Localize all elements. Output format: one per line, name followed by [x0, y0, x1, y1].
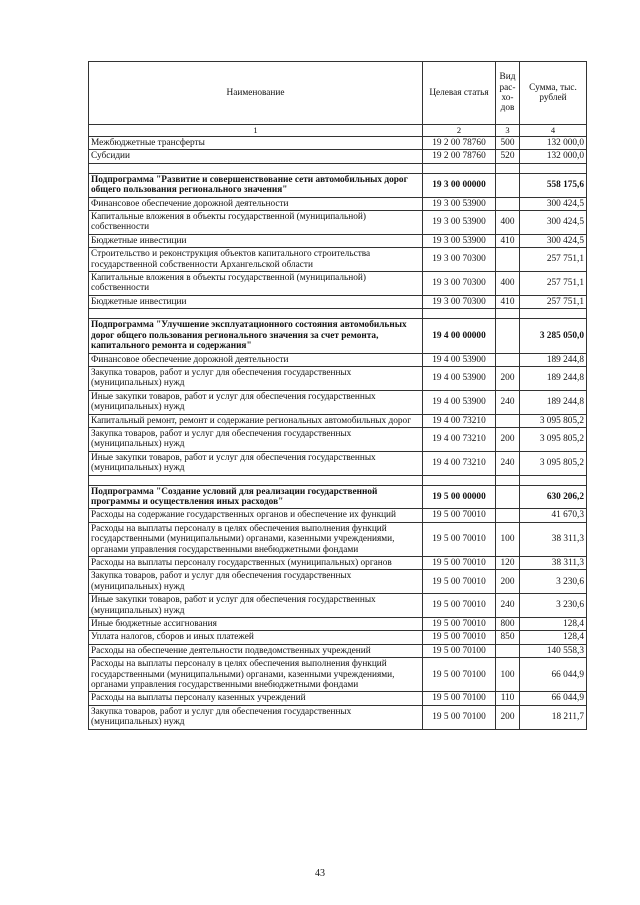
header-sum: Сумма, тыс. рублей: [520, 62, 587, 125]
subprogram-row: [89, 485, 587, 509]
cell-target-article: 19 5 00 70100: [423, 658, 496, 692]
spacer-cell: [89, 475, 423, 485]
table-row: [89, 631, 587, 644]
table-row: [89, 353, 587, 366]
cell-sum: 257 751,1: [520, 295, 587, 308]
spacer-cell: [89, 163, 423, 173]
cell-target-article: 19 5 00 70010: [423, 618, 496, 631]
cell-expense-type: [496, 644, 520, 657]
cell-target-article: 19 4 00 53900: [423, 390, 496, 414]
budget-table: [88, 61, 587, 730]
spacer-cell: [520, 163, 587, 173]
cell-name: Финансовое обеспечение дорожной деятельности: [89, 197, 423, 210]
cell-name: Подпрограмма "Улучшение эксплуатационного состояния автомобильных дорог общего пользования регионального значения за счет ремонта, капитального ремонта и содержания": [89, 319, 423, 353]
table-row: [89, 234, 587, 247]
cell-sum: 189 244,8: [520, 366, 587, 390]
cell-sum: 558 175,6: [520, 173, 587, 197]
spacer-cell: [496, 163, 520, 173]
cell-sum: 300 424,5: [520, 197, 587, 210]
cell-name: Расходы на выплаты персоналу в целях обеспечения выполнения функций государственными (муниципальными) органами, казенными учреждениями, органами управления государственными внебюджетными фондами: [89, 658, 423, 692]
header-name: Наименование: [89, 62, 423, 125]
cell-name: Бюджетные инвестиции: [89, 295, 423, 308]
table-row: [89, 137, 587, 150]
cell-name: Расходы на выплаты персоналу государственных (муниципальных) органов: [89, 557, 423, 570]
table-row: [89, 414, 587, 427]
cell-sum: 257 751,1: [520, 272, 587, 296]
cell-name: Расходы на выплаты персоналу казенных учреждений: [89, 692, 423, 705]
table-row: [89, 366, 587, 390]
table-row: [89, 557, 587, 570]
column-number: 3: [496, 125, 520, 137]
cell-name: Субсидии: [89, 150, 423, 163]
document-page: [88, 61, 586, 730]
cell-sum: 18 211,7: [520, 705, 587, 729]
table-row: [89, 427, 587, 451]
cell-target-article: 19 3 00 70300: [423, 272, 496, 296]
table-row: [89, 644, 587, 657]
cell-target-article: 19 4 00 53900: [423, 353, 496, 366]
cell-expense-type: 500: [496, 137, 520, 150]
cell-target-article: 19 5 00 70010: [423, 557, 496, 570]
cell-expense-type: [496, 173, 520, 197]
cell-sum: 3 095 805,2: [520, 414, 587, 427]
cell-target-article: 19 3 00 53900: [423, 211, 496, 235]
table-row: [89, 522, 587, 556]
spacer-cell: [423, 475, 496, 485]
spacer-cell: [423, 309, 496, 319]
cell-expense-type: [496, 485, 520, 509]
cell-name: Расходы на выплаты персоналу в целях обеспечения выполнения функций государственными (муниципальными) органами, казенными учреждениями, органами управления государственными внебюджетными фондами: [89, 522, 423, 556]
cell-name: Закупка товаров, работ и услуг для обеспечения государственных (муниципальных) нужд: [89, 705, 423, 729]
cell-target-article: 19 2 00 78760: [423, 137, 496, 150]
cell-name: Межбюджетные трансферты: [89, 137, 423, 150]
cell-sum: 257 751,1: [520, 248, 587, 272]
cell-target-article: 19 3 00 70300: [423, 248, 496, 272]
cell-name: Иные закупки товаров, работ и услуг для обеспечения государственных (муниципальных) нужд: [89, 451, 423, 475]
table-row: [89, 451, 587, 475]
cell-name: Расходы на содержание государственных органов и обеспечение их функций: [89, 509, 423, 522]
cell-target-article: 19 3 00 00000: [423, 173, 496, 197]
table-row: [89, 211, 587, 235]
cell-sum: 3 095 805,2: [520, 451, 587, 475]
spacer-row: [89, 475, 587, 485]
table-row: [89, 150, 587, 163]
cell-name: Подпрограмма "Развитие и совершенствование сети автомобильных дорог общего пользования регионального значения": [89, 173, 423, 197]
table-header-row: [89, 62, 587, 125]
cell-target-article: 19 5 00 70010: [423, 570, 496, 594]
cell-name: Закупка товаров, работ и услуг для обеспечения государственных (муниципальных) нужд: [89, 366, 423, 390]
cell-expense-type: 400: [496, 272, 520, 296]
cell-sum: 189 244,8: [520, 353, 587, 366]
cell-target-article: 19 5 00 70010: [423, 509, 496, 522]
cell-sum: 300 424,5: [520, 234, 587, 247]
cell-target-article: 19 4 00 73210: [423, 451, 496, 475]
cell-sum: 3 095 805,2: [520, 427, 587, 451]
cell-target-article: 19 4 00 00000: [423, 319, 496, 353]
cell-expense-type: 120: [496, 557, 520, 570]
cell-expense-type: 800: [496, 618, 520, 631]
cell-target-article: 19 5 00 70100: [423, 644, 496, 657]
spacer-cell: [496, 475, 520, 485]
spacer-row: [89, 309, 587, 319]
cell-sum: 132 000,0: [520, 137, 587, 150]
cell-name: Иные закупки товаров, работ и услуг для обеспечения государственных (муниципальных) нужд: [89, 594, 423, 618]
header-target-article: Целевая статья: [423, 62, 496, 125]
cell-target-article: 19 5 00 70100: [423, 705, 496, 729]
table-row: [89, 272, 587, 296]
column-number: 4: [520, 125, 587, 137]
cell-name: Бюджетные инвестиции: [89, 234, 423, 247]
cell-expense-type: 200: [496, 570, 520, 594]
cell-sum: 66 044,9: [520, 692, 587, 705]
cell-expense-type: [496, 353, 520, 366]
cell-target-article: 19 2 00 78760: [423, 150, 496, 163]
cell-sum: 132 000,0: [520, 150, 587, 163]
cell-target-article: 19 4 00 73210: [423, 427, 496, 451]
cell-sum: 38 311,3: [520, 557, 587, 570]
table-body: [89, 137, 587, 730]
table-row: [89, 594, 587, 618]
cell-expense-type: [496, 414, 520, 427]
cell-target-article: 19 4 00 53900: [423, 366, 496, 390]
page-number: 43: [315, 868, 325, 879]
cell-expense-type: [496, 509, 520, 522]
cell-name: Закупка товаров, работ и услуг для обеспечения государственных (муниципальных) нужд: [89, 427, 423, 451]
cell-sum: 3 230,6: [520, 594, 587, 618]
cell-expense-type: 100: [496, 658, 520, 692]
cell-sum: 3 285 050,0: [520, 319, 587, 353]
table-row: [89, 197, 587, 210]
cell-expense-type: 200: [496, 705, 520, 729]
table-row: [89, 618, 587, 631]
cell-sum: 3 230,6: [520, 570, 587, 594]
subprogram-row: [89, 319, 587, 353]
cell-name: Иные бюджетные ассигнования: [89, 618, 423, 631]
cell-name: Капитальные вложения в объекты государственной (муниципальной) собственности: [89, 272, 423, 296]
table-row: [89, 658, 587, 692]
cell-name: Уплата налогов, сборов и иных платежей: [89, 631, 423, 644]
spacer-cell: [520, 309, 587, 319]
cell-expense-type: 100: [496, 522, 520, 556]
cell-sum: 189 244,8: [520, 390, 587, 414]
cell-target-article: 19 5 00 70010: [423, 594, 496, 618]
table-row: [89, 705, 587, 729]
cell-name: Иные закупки товаров, работ и услуг для обеспечения государственных (муниципальных) нужд: [89, 390, 423, 414]
spacer-cell: [496, 309, 520, 319]
cell-expense-type: [496, 248, 520, 272]
cell-sum: 41 670,3: [520, 509, 587, 522]
cell-target-article: 19 5 00 70010: [423, 522, 496, 556]
cell-expense-type: 850: [496, 631, 520, 644]
cell-expense-type: 410: [496, 295, 520, 308]
cell-expense-type: 110: [496, 692, 520, 705]
column-numbering-row: [89, 125, 587, 137]
cell-target-article: 19 5 00 70010: [423, 631, 496, 644]
cell-name: Капитальные вложения в объекты государственной (муниципальной) собственности: [89, 211, 423, 235]
cell-expense-type: [496, 319, 520, 353]
spacer-cell: [520, 475, 587, 485]
cell-expense-type: 200: [496, 366, 520, 390]
cell-target-article: 19 5 00 70100: [423, 692, 496, 705]
cell-sum: 140 558,3: [520, 644, 587, 657]
cell-name: Финансовое обеспечение дорожной деятельности: [89, 353, 423, 366]
cell-sum: 128,4: [520, 618, 587, 631]
cell-name: Строительство и реконструкция объектов капитального строительства государственной собственности Архангельской области: [89, 248, 423, 272]
cell-expense-type: 240: [496, 594, 520, 618]
table-row: [89, 295, 587, 308]
table-row: [89, 692, 587, 705]
cell-expense-type: 400: [496, 211, 520, 235]
cell-name: Подпрограмма "Создание условий для реализации государственной программы и осуществления иных расходов": [89, 485, 423, 509]
cell-target-article: 19 3 00 53900: [423, 197, 496, 210]
table-row: [89, 509, 587, 522]
cell-name: Капитальный ремонт, ремонт и содержание региональных автомобильных дорог: [89, 414, 423, 427]
cell-sum: 38 311,3: [520, 522, 587, 556]
table-row: [89, 390, 587, 414]
table-row: [89, 570, 587, 594]
cell-expense-type: 520: [496, 150, 520, 163]
cell-expense-type: 410: [496, 234, 520, 247]
table-row: [89, 248, 587, 272]
cell-target-article: 19 3 00 70300: [423, 295, 496, 308]
cell-sum: 630 206,2: [520, 485, 587, 509]
column-number: 2: [423, 125, 496, 137]
cell-expense-type: 200: [496, 427, 520, 451]
cell-target-article: 19 3 00 53900: [423, 234, 496, 247]
spacer-cell: [89, 309, 423, 319]
column-number: 1: [89, 125, 423, 137]
cell-expense-type: 240: [496, 390, 520, 414]
cell-expense-type: [496, 197, 520, 210]
cell-target-article: 19 5 00 00000: [423, 485, 496, 509]
spacer-row: [89, 163, 587, 173]
cell-name: Расходы на обеспечение деятельности подведомственных учреждений: [89, 644, 423, 657]
cell-sum: 128,4: [520, 631, 587, 644]
cell-sum: 66 044,9: [520, 658, 587, 692]
cell-expense-type: 240: [496, 451, 520, 475]
cell-target-article: 19 4 00 73210: [423, 414, 496, 427]
cell-sum: 300 424,5: [520, 211, 587, 235]
cell-name: Закупка товаров, работ и услуг для обеспечения государственных (муниципальных) нужд: [89, 570, 423, 594]
header-expense-type: Вид рас-хо-дов: [496, 62, 520, 125]
subprogram-row: [89, 173, 587, 197]
spacer-cell: [423, 163, 496, 173]
